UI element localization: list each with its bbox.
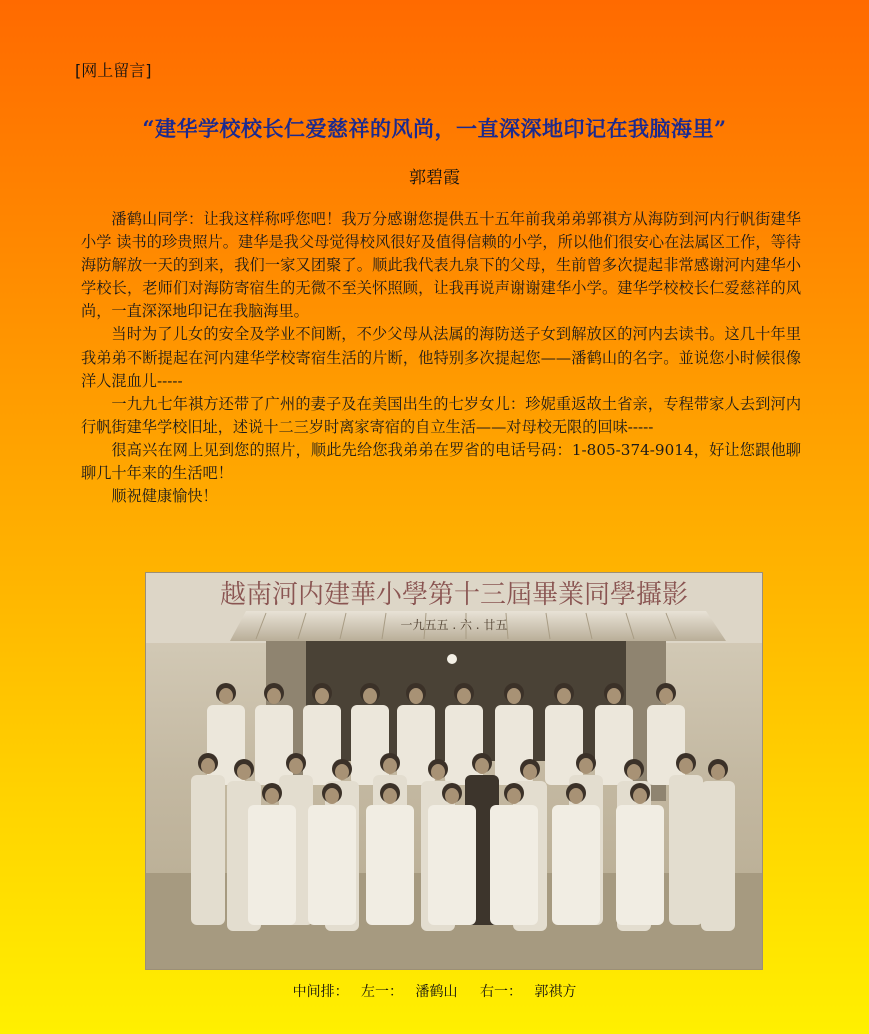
article-headline: “建华学校校长仁爱慈祥的风尚，一直深深地印记在我脑海里” xyxy=(142,116,727,141)
photo-banner: 越南河内建華小學第十三屆畢業同學攝影 xyxy=(219,580,689,610)
person-face xyxy=(523,764,537,780)
person-face xyxy=(267,688,281,704)
photo-date: 一九五五 . 六 . 廿五 xyxy=(400,618,508,632)
person-face xyxy=(507,788,521,804)
paragraph: 顺祝健康愉快！ xyxy=(111,487,218,506)
person-face xyxy=(363,688,377,704)
person-face xyxy=(383,788,397,804)
person-face xyxy=(237,764,251,780)
person-face xyxy=(557,688,571,704)
person-face xyxy=(607,688,621,704)
person-body xyxy=(248,805,296,925)
person-face xyxy=(633,788,647,804)
person-face xyxy=(409,688,423,704)
person-face xyxy=(445,788,459,804)
person-body xyxy=(616,805,664,925)
person-body xyxy=(191,775,225,925)
person-body xyxy=(308,805,356,925)
person-face xyxy=(431,764,445,780)
person-body xyxy=(545,705,583,785)
paragraph: 很高兴在网上见到您的照片，顺此先给您我弟弟在罗省的电话号码：1-805-374-9014，好让您跟他聊聊几十年来的生活吧！ xyxy=(81,440,801,483)
photo-caption xyxy=(0,981,869,1001)
class-photo xyxy=(146,573,762,969)
person-body xyxy=(490,805,538,925)
person-face xyxy=(265,788,279,804)
article-author: 郭碧霞 xyxy=(409,168,460,188)
person-body xyxy=(255,705,293,785)
person-face xyxy=(325,788,339,804)
person-face xyxy=(335,764,349,780)
person-body xyxy=(647,705,685,785)
article-body xyxy=(81,208,801,508)
person-face xyxy=(289,758,303,774)
class-photo-graphic xyxy=(146,573,762,969)
person-face xyxy=(507,688,521,704)
caption-right-name: 郭祺方 xyxy=(534,984,577,1000)
person-face xyxy=(679,758,693,774)
person-face xyxy=(219,688,233,704)
person-body xyxy=(552,805,600,925)
person-face xyxy=(579,758,593,774)
person-face xyxy=(383,758,397,774)
person-body xyxy=(445,705,483,785)
caption-left-label: 左一： xyxy=(361,984,404,1000)
person-face xyxy=(659,688,673,704)
person-body xyxy=(701,781,735,931)
person-face xyxy=(569,788,583,804)
person-body xyxy=(366,805,414,925)
paragraph: 当时为了儿女的安全及学业不间断，不少父母从法属的海防送子女到解放区的河内去读书。这几十年里我弟弟不断提起在河内建华学校寄宿生活的片断，他特别多次提起您——潘鹤山的名字。並说您小时候很像洋人混血儿----- xyxy=(81,325,801,390)
caption-left-name: 潘鹤山 xyxy=(415,984,458,1000)
caption-row-label: 中间排： xyxy=(292,984,349,1000)
person-face xyxy=(315,688,329,704)
article-tag: [网上留言] xyxy=(75,61,152,80)
person-body xyxy=(669,775,703,925)
person-body xyxy=(351,705,389,785)
person-face xyxy=(627,764,641,780)
person-face xyxy=(475,758,489,774)
paragraph: 一九九七年祺方还带了广州的妻子及在美国出生的七岁女儿：珍妮重返故土省亲，专程带家人去到河内行帆街建华学校旧址，述说十二三岁时离家寄宿的自立生活——对母校无限的回味----- xyxy=(81,394,801,436)
person-body xyxy=(428,805,476,925)
paragraph: 潘鹤山同学：让我这样称呼您吧！我万分感谢您提供五十五年前我弟弟郭祺方从海防到河内行帆街建华小学 读书的珍贵照片。建华是我父母觉得校风很好及值得信赖的小学，所以他们很安心在法属区工作，等待海防解放一天的到来，我们一家又团聚了。顺此我代表九泉下的父母，生前曾多次提起非常感谢河内建华小学校长，老师们对海防寄宿生的无微不至关怀照顾，让我再说声谢谢建华小学。建华学校校长仁爱慈祥的风尚，一直深深地印记在我脑海里。 xyxy=(81,210,801,321)
person-face xyxy=(201,758,215,774)
caption-right-label: 右一： xyxy=(479,984,522,1000)
person-face xyxy=(457,688,471,704)
person-face xyxy=(711,764,725,780)
